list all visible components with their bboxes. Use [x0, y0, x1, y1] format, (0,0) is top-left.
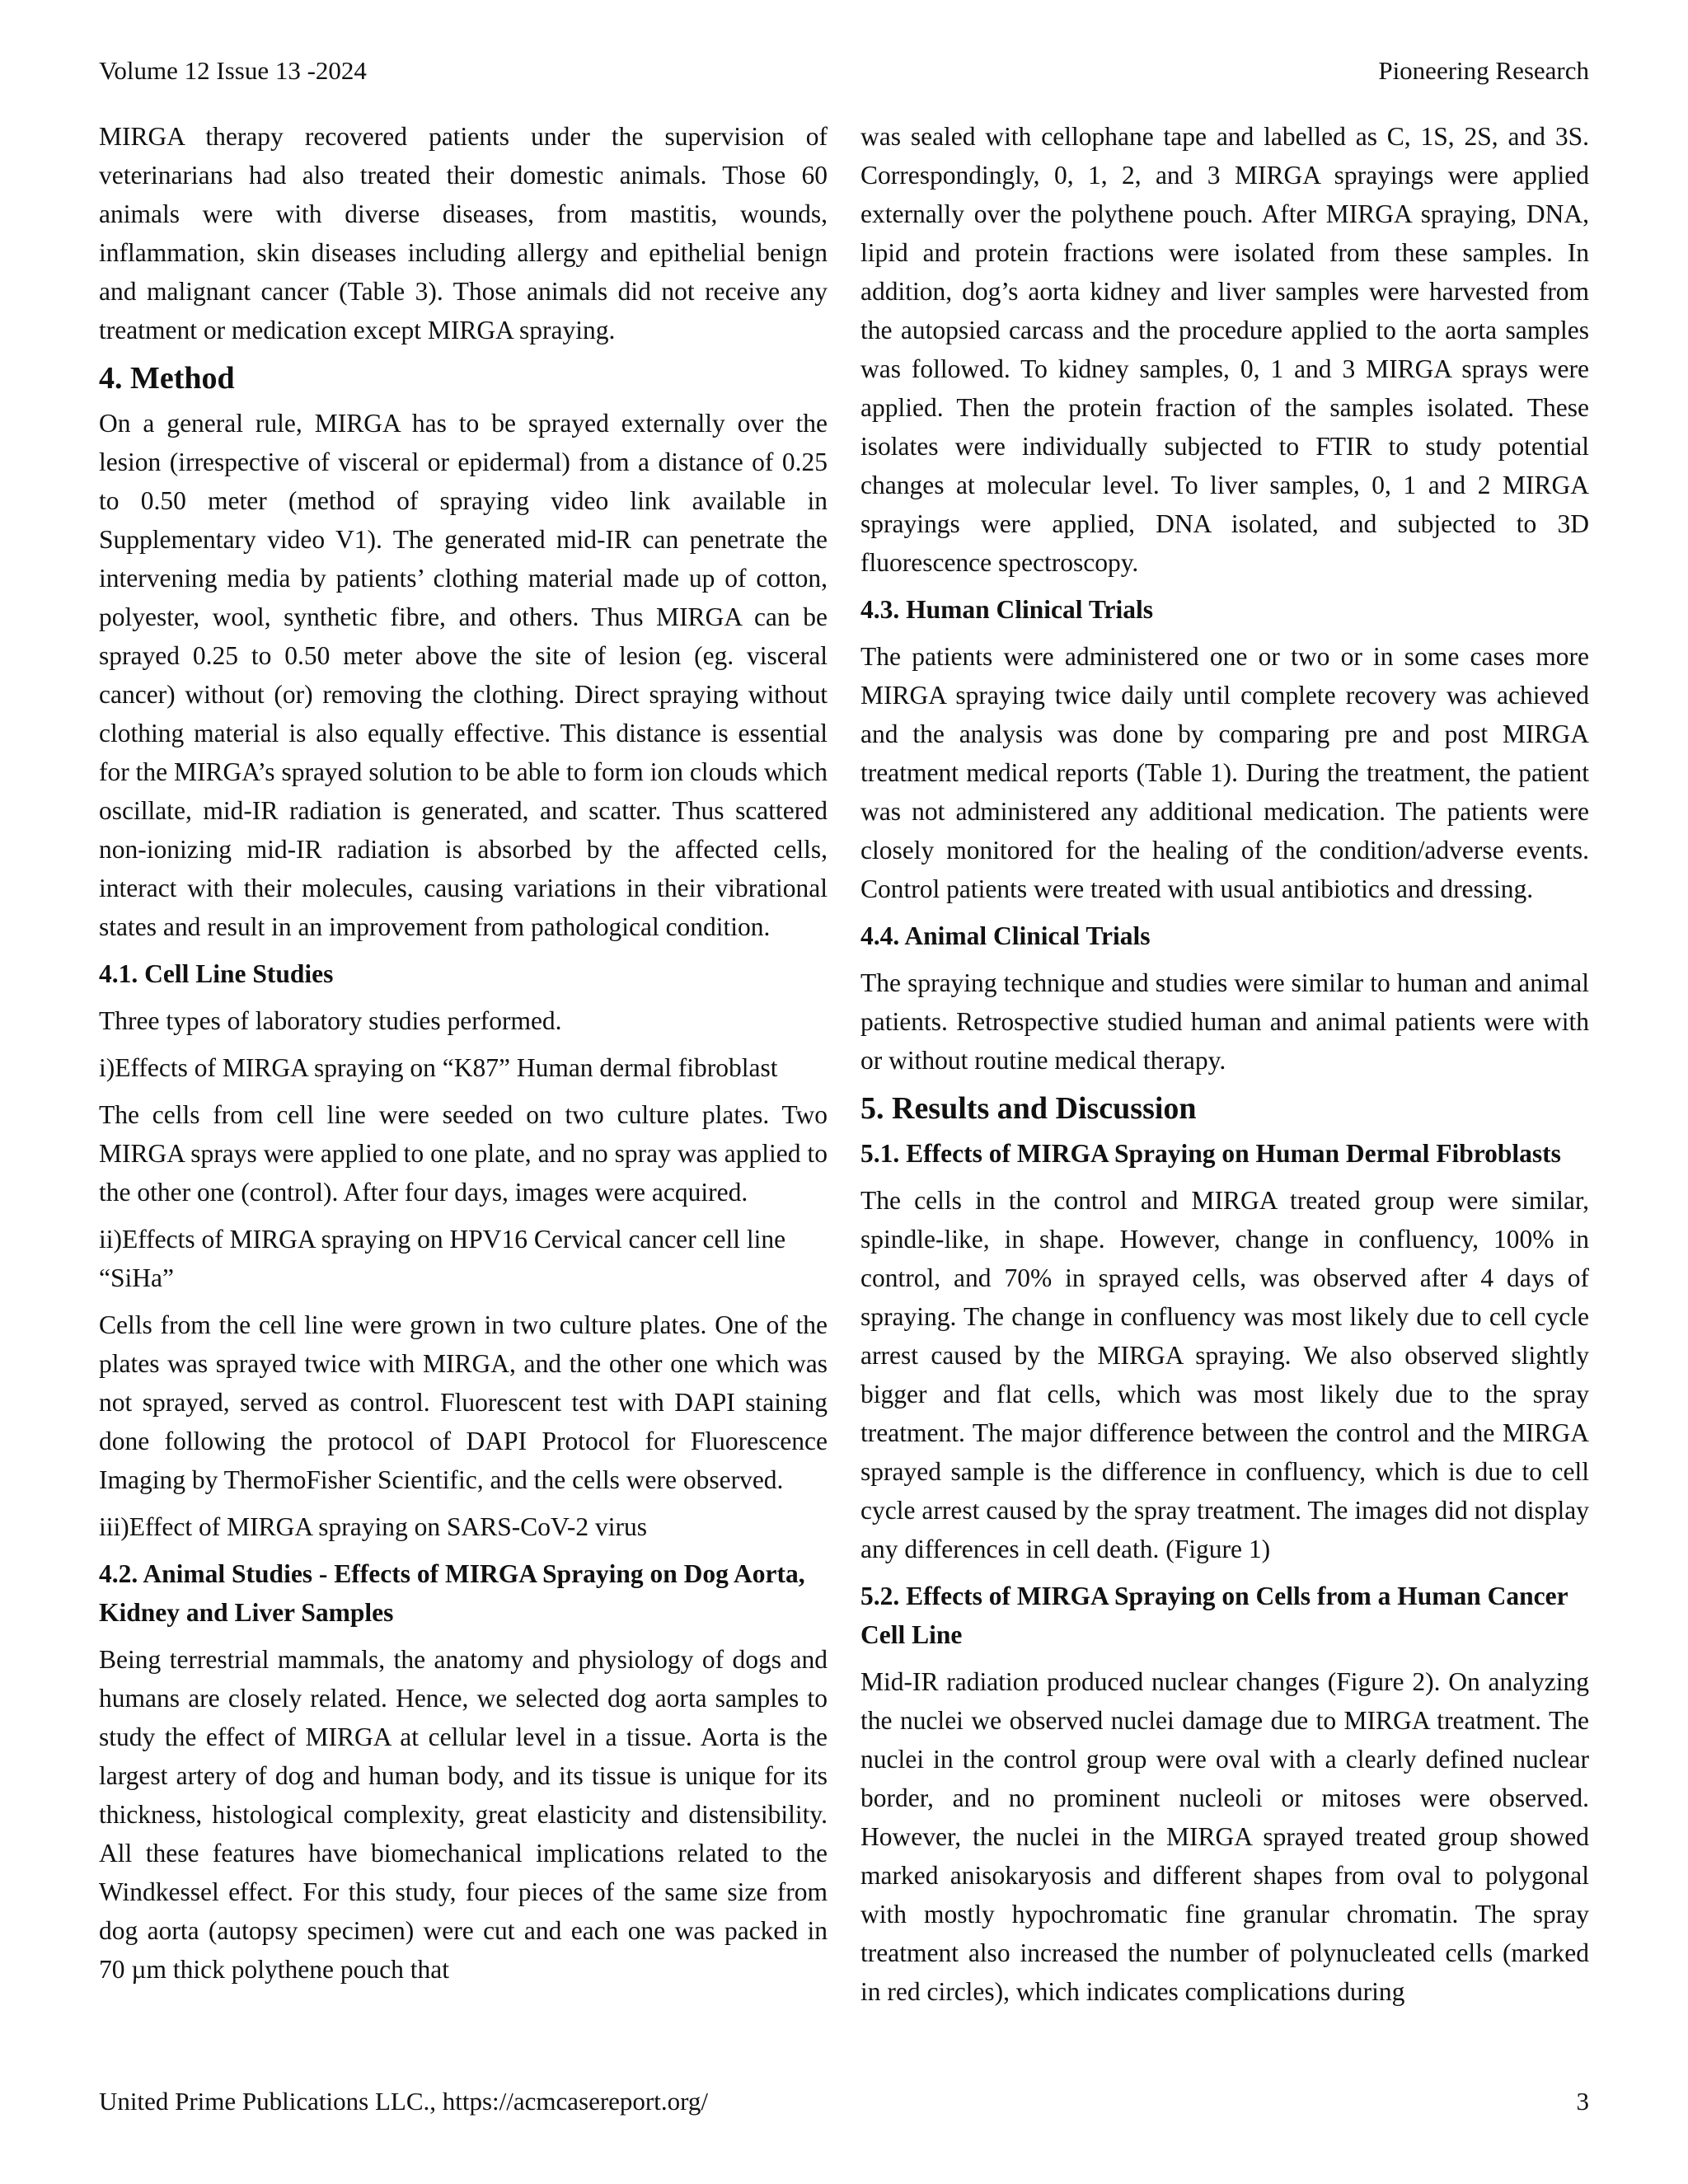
- animal-studies-heading: 4.2. Animal Studies - Effects of MIRGA Spraying on Dog Aorta, Kidney and Liver Samples: [99, 1559, 805, 1627]
- method-paragraph: On a general rule, MIRGA has to be sprayed externally over the lesion (irrespective of visceral or epidermal) from a distance of 0.25 to 0.50 meter (method of spraying video link available in Supplementary video V1). The generated mid-IR can penetrate the intervening media by patients’ clothing material made up of cotton, polyester, wool, synthetic fibre, and others. Thus MIRGA can be sprayed 0.25 to 0.50 meter above the site of lesion (eg. visceral cancer) without (or) removing the clothing. Direct spraying without clothing material is also equally effective. This distance is essential for the MIRGA’s sprayed solution to be able to form ion clouds which oscillate, mid-IR radiation is generated, and scatter. Thus scattered non-ionizing mid-IR radiation is absorbed by the affected cells, interact with their molecules, causing variations in their vibrational states and result in an improvement from pathological condition.: [99, 409, 828, 941]
- intro-paragraph: MIRGA therapy recovered patients under the supervision of veterinarians had also treated their domestic animals. Those 60 animals were with diverse diseases, from mastitis, wounds, inflammation, skin diseases including allergy and epithelial benign and malignant cancer (Table 3). Those animals did not receive any treatment or medication except MIRGA spraying.: [99, 122, 828, 344]
- study-ii-text: Cells from the cell line were grown in two culture plates. One of the plates was sprayed twice with MIRGA, and the other one which was not sprayed, served as control. Fluorescent test with DAPI staining done following the protocol of DAPI Protocol for Fluorescence Imaging by ThermoFisher Scientific, and the cells were observed.: [99, 1310, 828, 1494]
- human-trials-text: The patients were administered one or two or in some cases more MIRGA spraying twice daily until complete recovery was achieved and the analysis was done by comparing pre and post MIRGA treatment medical reports (Table 1). During the treatment, the patient was not administered any additional medication. The patients were closely monitored for the healing of the condition/adverse events. Control patients were treated with usual antibiotics and dressing.: [860, 642, 1589, 903]
- cancer-text: Mid-IR radiation produced nuclear changes (Figure 2). On analyzing the nuclei we observed nuclei damage due to MIRGA treatment. The nuclei in the control group were oval with a clearly defined nuclear border, and no prominent nucleoli or mitoses were observed. However, the nuclei in the MIRGA sprayed treated group showed marked anisokaryosis and different shapes from oval to polygonal with mostly hypochromatic fine granular chromatin. The spray treatment also increased the number of polynucleated cells (marked in red circles), which indicates complications during: [860, 1667, 1589, 2006]
- study-i-title: i)Effects of MIRGA spraying on “K87” Human dermal fibroblast: [99, 1053, 778, 1082]
- animal-trials-text: The spraying technique and studies were similar to human and animal patients. Retrospective studied human and animal patients were with or without routine medical therapy.: [860, 968, 1589, 1075]
- study-ii-title: ii)Effects of MIRGA spraying on HPV16 Cervical cancer cell line “SiHa”: [99, 1225, 786, 1292]
- method-heading: 4. Method: [99, 361, 235, 396]
- animal-studies-text: Being terrestrial mammals, the anatomy and physiology of dogs and humans are closely related. Hence, we selected dog aorta samples to study the effect of MIRGA at cellular level in a tissue. Aorta is the largest artery of dog and human body, and its tissue is unique for its thickness, histological complexity, great elasticity and distensibility. All these features have biomechanical implications related to the Windkessel effect. For this study, four pieces of the same size from dog aorta (autopsy specimen) were cut and each one was packed in 70 µm thick polythene pouch that: [99, 1645, 828, 1984]
- study-iii-title: iii)Effect of MIRGA spraying on SARS-CoV-2 virus: [99, 1512, 647, 1541]
- results-heading: 5. Results and Discussion: [860, 1091, 1197, 1126]
- right-column: [860, 117, 1589, 2019]
- fibroblast-heading: 5.1. Effects of MIRGA Spraying on Human Dermal Fibroblasts: [860, 1139, 1561, 1168]
- publisher-info: United Prime Publications LLC., https://acmcasereport.org/: [99, 2087, 708, 2116]
- animal-trials-heading: 4.4. Animal Clinical Trials: [860, 921, 1151, 950]
- cell-line-intro: Three types of laboratory studies performed.: [99, 1006, 562, 1035]
- running-title: Pioneering Research: [1378, 56, 1589, 85]
- journal-volume: Volume 12 Issue 13 -2024: [99, 56, 367, 85]
- cancer-heading: 5.2. Effects of MIRGA Spraying on Cells from a Human Cancer Cell Line: [860, 1582, 1568, 1649]
- fibroblast-text: The cells in the control and MIRGA treated group were similar, spindle-like, in shape. However, change in confluency, 100% in control, and 70% in sprayed cells, was observed after 4 days of spraying. The change in confluency was most likely due to cell cycle arrest caused by the MIRGA spraying. We also observed slightly bigger and flat cells, which was most likely due to the spray treatment. The major difference between the control and the MIRGA sprayed sample is the difference in confluency, which is due to cell cycle arrest caused by the spray treatment. The images did not display any differences in cell death. (Figure 1): [860, 1186, 1589, 1563]
- study-i-text: The cells from cell line were seeded on two culture plates. Two MIRGA sprays were applied to one plate, and no spray was applied to the other one (control). After four days, images were acquired.: [99, 1100, 828, 1207]
- cell-line-heading: 4.1. Cell Line Studies: [99, 959, 334, 988]
- continued-paragraph: was sealed with cellophane tape and labelled as C, 1S, 2S, and 3S. Correspondingly, 0, 1, 2, and 3 MIRGA sprayings were applied externally over the polythene pouch. After MIRGA spraying, DNA, lipid and protein fractions were isolated from these samples. In addition, dog’s aorta kidney and liver samples were harvested from the autopsied carcass and the procedure applied to the aorta samples was followed. To kidney samples, 0, 1 and 3 MIRGA sprays were applied. Then the protein fraction of the samples isolated. These isolates were individually subjected to FTIR to study potential changes at molecular level. To liver samples, 0, 1 and 2 MIRGA sprayings were applied, DNA isolated, and subjected to 3D fluorescence spectroscopy.: [860, 122, 1589, 577]
- left-column: [99, 117, 828, 1997]
- human-trials-heading: 4.3. Human Clinical Trials: [860, 595, 1154, 624]
- page-number: 3: [1576, 2087, 1589, 2116]
